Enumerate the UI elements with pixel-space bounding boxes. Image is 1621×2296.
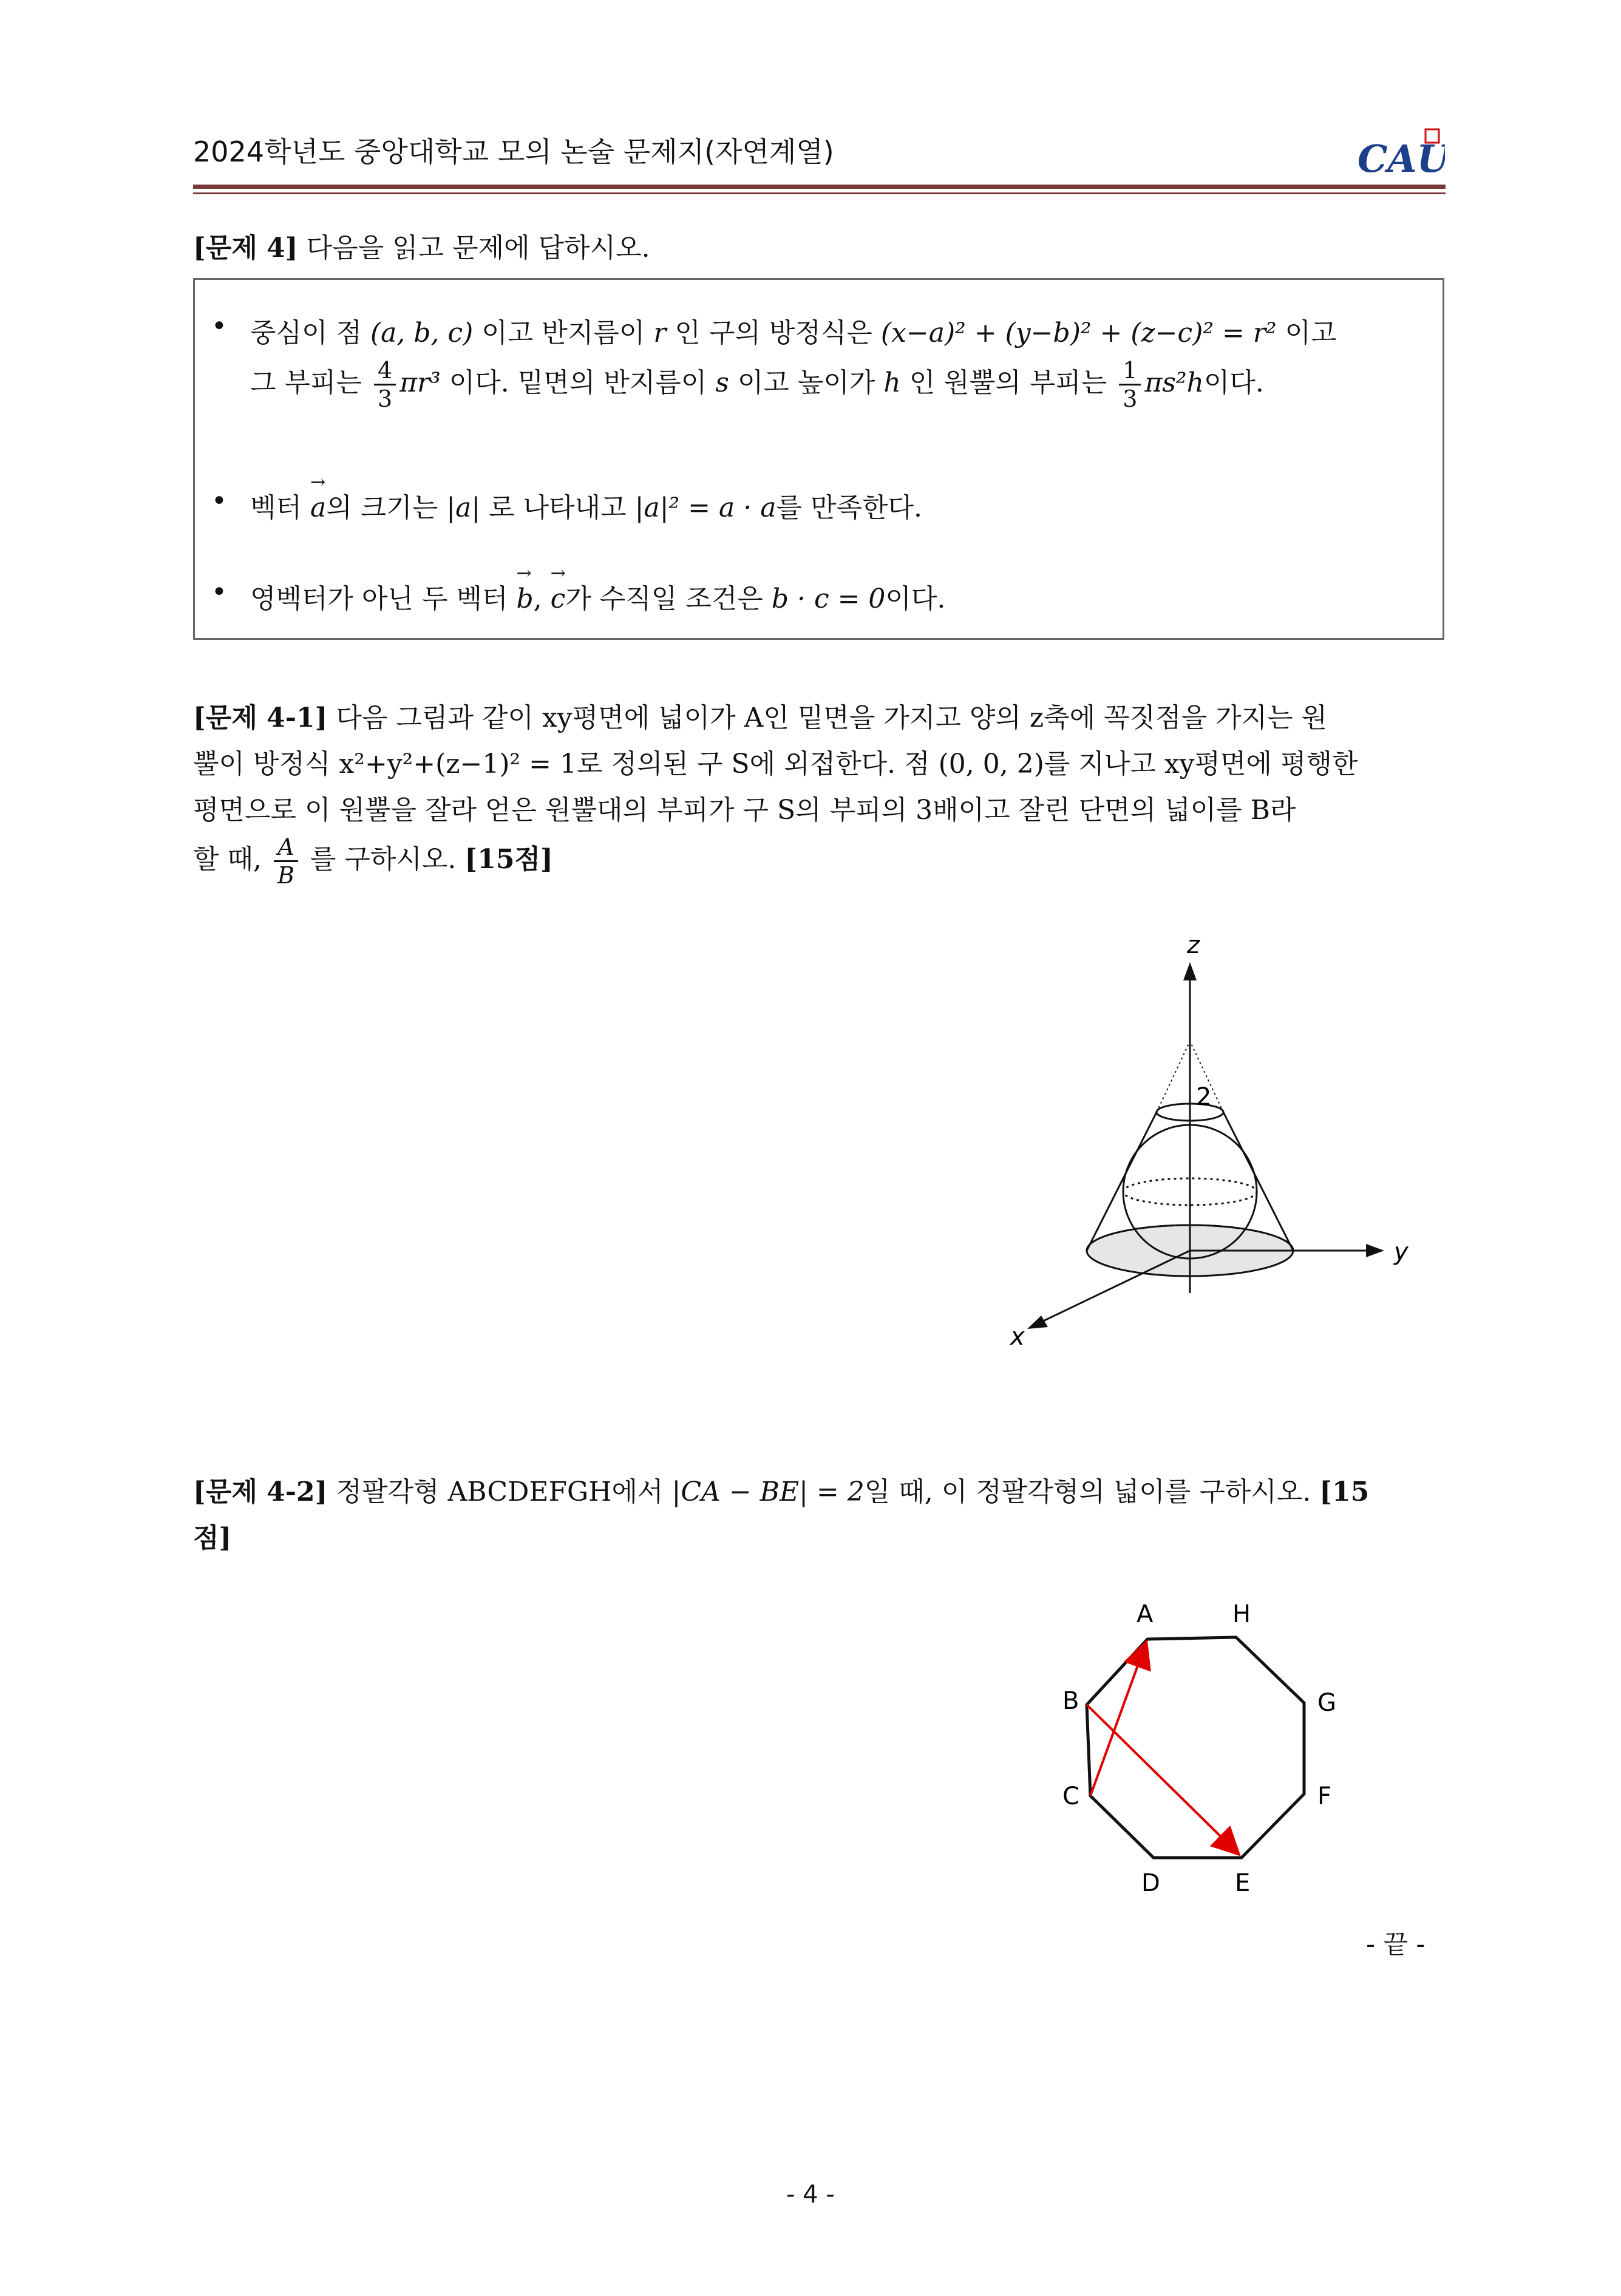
header-rule <box>193 185 1446 189</box>
var-h: h <box>883 367 901 398</box>
problem42-label: [문제 4-2] <box>193 1476 328 1507</box>
problem41-line2: 뿔이 방정식 x²+y²+(z−1)² = 1로 정의된 구 S에 외접한다. 점 (0, 0, 2)를 지나고 xy평면에 평행한 <box>193 749 1358 779</box>
sphere-equation: (x−a)² + (y−b)² + (z−c)² = r² <box>880 318 1277 348</box>
problem41-line4: 할 때, <box>193 844 262 875</box>
page-title: 2024학년도 중앙대학교 모의 논술 문제지(자연계열) <box>193 135 834 168</box>
text: 중심이 점 <box>250 318 362 348</box>
vertex-a: A <box>1137 1600 1154 1628</box>
bullet1-line2 <box>250 357 1264 412</box>
problem41-text <box>193 695 1446 889</box>
problem41-label: [문제 4-1] <box>193 702 328 733</box>
vector-ca <box>1090 1644 1146 1796</box>
bullet-dot: • <box>211 577 227 608</box>
text: 로 나타내고 <box>489 492 627 523</box>
vertex-g: G <box>1317 1689 1336 1717</box>
cone-volume: πs²h <box>1144 367 1204 398</box>
text: 인 원뿔의 부피는 <box>909 367 1107 398</box>
cone-sphere-figure <box>996 929 1433 1354</box>
bullet2-line <box>250 486 922 525</box>
text: 의 크기는 <box>326 492 438 523</box>
fraction-a-b <box>274 834 298 889</box>
vertex-b: B <box>1062 1687 1079 1715</box>
vertex-e: E <box>1235 1869 1251 1897</box>
text: 가 수직일 조건은 <box>565 583 763 614</box>
problem4-heading <box>193 225 650 272</box>
header-rule-thin <box>193 192 1446 194</box>
end-mark: - 끝 - <box>1366 1929 1426 1959</box>
point-abc: (a, b, c) <box>370 318 474 348</box>
page-number: - 4 - <box>786 2181 835 2209</box>
norm-equation: |a|² = a · a <box>634 492 777 523</box>
vertex-c: C <box>1062 1782 1079 1810</box>
frac-num: 4 <box>374 357 396 385</box>
octagon-figure <box>1056 1591 1348 1906</box>
problem41-line3: 평면으로 이 원뿔을 잘라 얻은 원뿔대의 부피가 구 S의 부피의 3배이고 잘린 단면의 넓이를 B라 <box>193 795 1296 826</box>
vector-b: → b <box>517 583 534 614</box>
text: 이다. 밑면의 반지름이 <box>449 367 707 398</box>
problem42-ask: 일 때, 이 정팔각형의 넓이를 구하시오. <box>864 1476 1311 1507</box>
vector-c: → c <box>551 583 566 614</box>
vector-a: → a <box>310 492 326 523</box>
bullet3-line: 영벡터가 아닌 두 벡터 → b, → c가 수직일 조건은 b · c = 0이다. <box>250 577 945 616</box>
problem42-points: [15 <box>1319 1476 1370 1507</box>
height-label: 2 <box>1196 1083 1212 1111</box>
vertex-h: H <box>1232 1600 1251 1628</box>
problem4-label: [문제 4] <box>193 233 298 263</box>
frac-num: A <box>274 834 298 862</box>
text: 를 만족한다. <box>776 492 922 523</box>
problem4-instruction: 다음을 읽고 문제에 답하시오. <box>306 233 650 263</box>
problem41-line1: 다음 그림과 같이 xy평면에 넓이가 A인 밑면을 가지고 양의 z축에 꼭짓점을 가지는 원 <box>336 702 1328 733</box>
problem42-points-cont: 점] <box>193 1523 232 1554</box>
vertex-f: F <box>1317 1782 1332 1810</box>
svg-text:CAU: CAU <box>1358 137 1445 181</box>
x-label: x <box>1010 1323 1025 1351</box>
frac-den: 3 <box>1123 385 1138 412</box>
bullet-dot: • <box>211 486 227 517</box>
text: 이다. <box>1203 367 1264 398</box>
text: 영벡터가 아닌 두 벡터 <box>250 583 508 614</box>
text: 벡터 <box>250 492 302 523</box>
frac-den: 3 <box>378 385 393 412</box>
text: 이고 반지름이 <box>481 318 645 348</box>
vector-be <box>1087 1705 1237 1853</box>
text: 인 구의 방정식은 <box>675 318 872 348</box>
cau-logo <box>1354 124 1445 185</box>
octagon <box>1087 1637 1304 1858</box>
y-label: y <box>1394 1238 1409 1266</box>
problem42-line1: 정팔각형 ABCDEFGH에서 <box>336 1476 664 1507</box>
frac-den: B <box>277 862 294 889</box>
var-s: s <box>715 367 729 398</box>
text: 이고 <box>1285 318 1337 348</box>
fraction-1-3 <box>1119 357 1141 412</box>
text: 그 부피는 <box>250 367 362 398</box>
problem42-text <box>193 1469 1446 1561</box>
perp-condition: b · c = 0 <box>771 583 886 614</box>
bullet-dot: • <box>211 311 227 342</box>
vertex-d: D <box>1141 1869 1160 1897</box>
var-r: r <box>653 318 667 348</box>
norm-a: |a| <box>446 492 481 523</box>
problem41-points: [15점] <box>464 844 553 875</box>
fraction-4-3 <box>374 357 396 412</box>
sphere-volume: πr³ <box>399 367 441 398</box>
vector-diff-equation: |CA − BE| = 2 <box>671 1476 865 1507</box>
bullet1-line1 <box>250 311 1337 350</box>
text: 이고 높이가 <box>737 367 875 398</box>
z-label: z <box>1187 931 1200 959</box>
problem41-ask: 를 구하시오. <box>310 844 457 875</box>
text: 이다. <box>885 583 946 614</box>
frac-num: 1 <box>1119 357 1141 385</box>
